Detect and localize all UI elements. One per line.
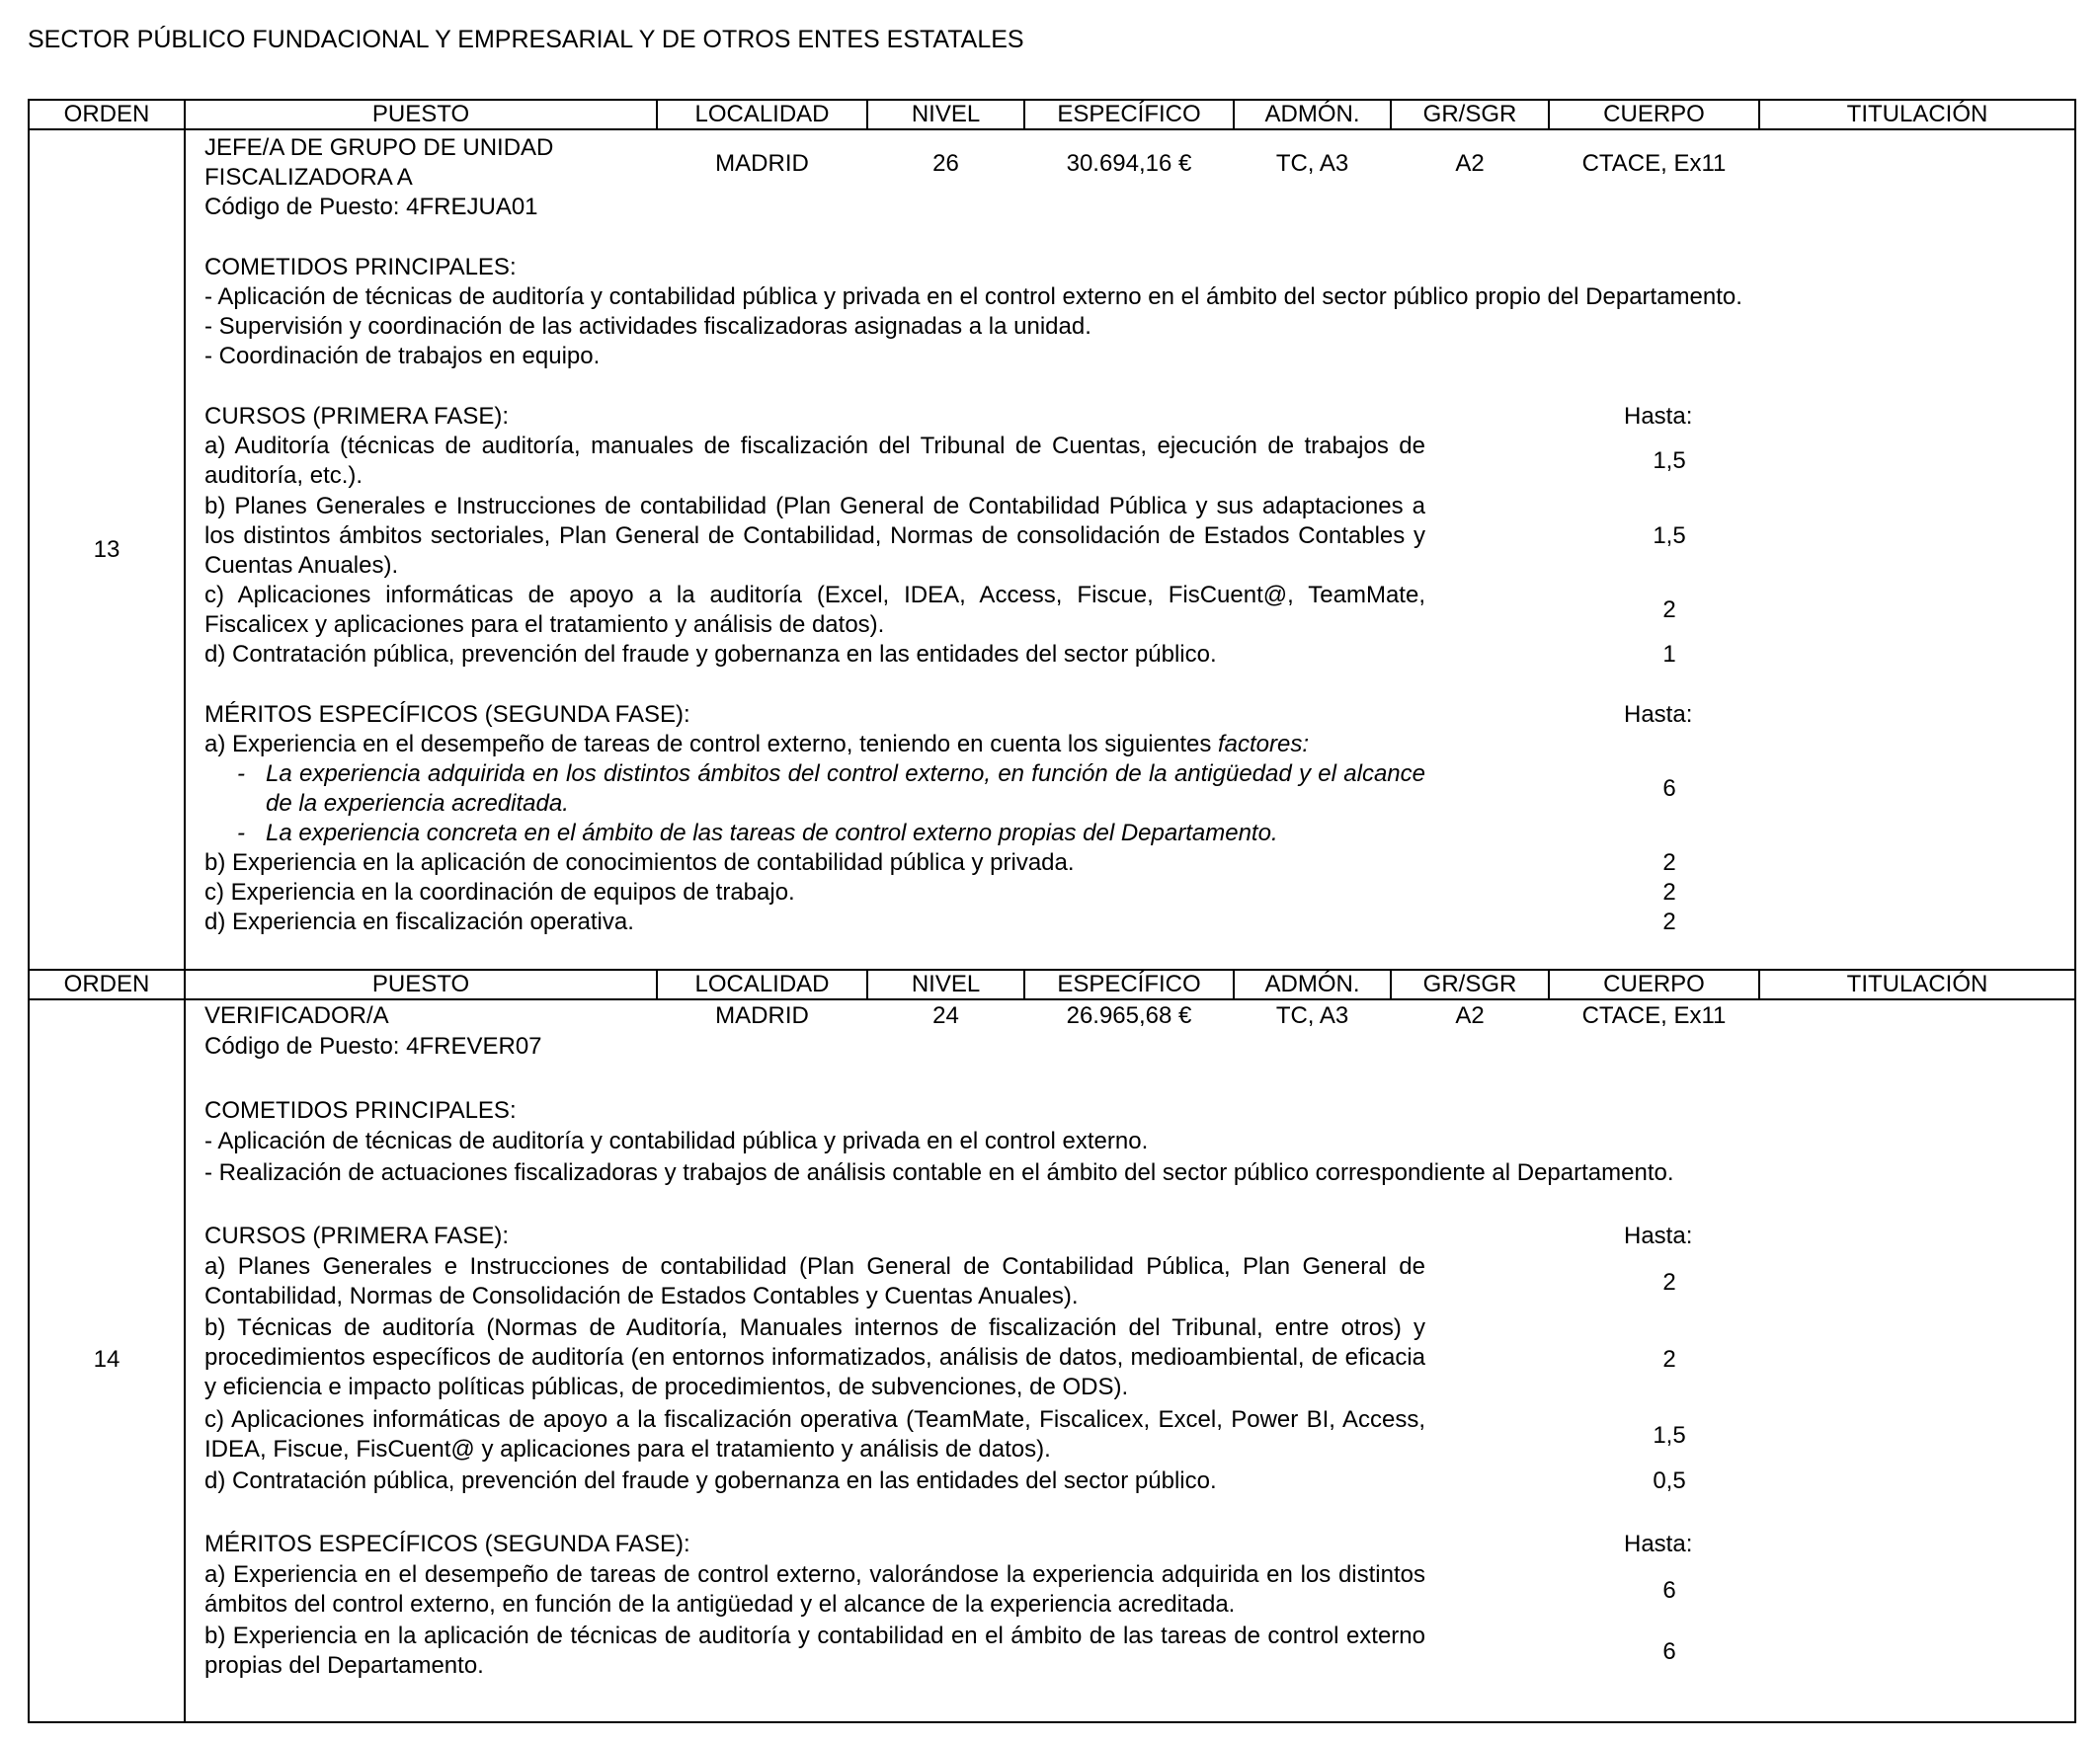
merito-13-d-value: 2 [1662,909,1676,935]
especifico-13: 30.694,16 € [1066,150,1192,177]
curso-13-c-value: 2 [1662,596,1676,623]
header-titulacion-2: TITULACIÓN [1846,971,1988,997]
orden-value-14: 14 [93,1346,121,1373]
merito-13-a-intro-text: a) Experiencia en el desempeño de tareas de control externo, teniendo en cuenta los siguientes [204,731,1218,757]
curso-14-c-value: 1,5 [1653,1422,1686,1449]
merito-13-a-bullet1: La experiencia adquirida en los distintos ámbitos del control externo, en función de la antigüedad y el alcance de la experiencia acreditada. [266,760,1425,817]
merito-14-a: a) Experiencia en el desempeño de tareas de control externo, valorándose la experiencia adquirida en los distintos ámbitos del control externo, en función de la antigüedad y el alcance de la experiencia acreditada. [204,1561,1425,1618]
meritos-hasta-14: Hasta: [1624,1531,1693,1557]
cursos-title-13: CURSOS (PRIMERA FASE): [204,403,510,430]
header-grupo: GR/SGR [1422,101,1517,127]
document-title: SECTOR PÚBLICO FUNDACIONAL Y EMPRESARIAL Y DE OTROS ENTES ESTATALES [28,26,1024,53]
cuerpo-13: CTACE, Ex11 [1581,150,1727,177]
header-puesto: PUESTO [371,101,470,127]
header-especifico-2: ESPECÍFICO [1057,971,1201,997]
header-titulacion: TITULACIÓN [1846,101,1988,127]
cursos-hasta-14: Hasta: [1624,1223,1693,1249]
header-orden: ORDEN [63,101,150,127]
grupo-13: A2 [1455,150,1485,177]
curso-13-b: b) Planes Generales e Instrucciones de contabilidad (Plan General de Contabilidad Pública y sus adaptaciones a los distintos ámbitos sectoriales, Plan General de Contabilidad, Normas de consolidación de Estados Contables y Cuentas Anuales). [204,493,1425,579]
cuerpo-14: CTACE, Ex11 [1581,1002,1727,1029]
especifico-14: 26.965,68 € [1066,1002,1192,1029]
orden-divider-13 [184,99,186,971]
puesto-13-line1: JEFE/A DE GRUPO DE UNIDAD [204,134,554,161]
localidad-13: MADRID [715,150,809,177]
cometido-14-1: - Aplicación de técnicas de auditoría y contabilidad pública y privada en el control externo. [204,1128,1149,1154]
merito-13-a-intro [204,730,1309,759]
puesto-14-line1: VERIFICADOR/A [204,1002,389,1029]
merito-13-a-intro-factores: factores: [1218,731,1310,757]
orden-divider-14 [184,969,186,1723]
nivel-14: 24 [932,1002,959,1029]
header-grupo-2: GR/SGR [1422,971,1517,997]
localidad-14: MADRID [715,1002,809,1029]
curso-13-d: d) Contratación pública, prevención del fraude y gobernanza en las entidades del sector público. [204,641,1217,668]
merito-13-b-value: 2 [1662,849,1676,876]
header-orden-2: ORDEN [63,971,150,997]
cometido-13-2: - Supervisión y coordinación de las actividades fiscalizadoras asignadas a la unidad. [204,313,1091,340]
curso-14-a: a) Planes Generales e Instrucciones de contabilidad (Plan General de Contabilidad Pública, Plan General de Contabilidad, Normas de Consolidación de Estados Contables y Cuentas Anuales). [204,1253,1425,1309]
header-admon-2: ADMÓN. [1264,971,1360,997]
curso-14-c: c) Aplicaciones informáticas de apoyo a la fiscalización operativa (TeamMate, Fiscalicex, Excel, Power BI, Access, IDEA, Fiscue, FisCuent@ y aplicaciones para el tratamiento y análisis de datos). [204,1406,1425,1463]
orden-value-13: 13 [93,536,121,563]
curso-13-b-value: 1,5 [1653,522,1686,549]
merito-14-b-value: 6 [1662,1638,1676,1665]
header-cuerpo-2: CUERPO [1603,971,1705,997]
cometidos-title-14: COMETIDOS PRINCIPALES: [204,1097,517,1124]
admon-13: TC, A3 [1275,150,1349,177]
header-puesto-2: PUESTO [371,971,470,997]
merito-13-b: b) Experiencia en la aplicación de conocimientos de contabilidad pública y privada. [204,849,1075,876]
cursos-title-14: CURSOS (PRIMERA FASE): [204,1223,510,1249]
grupo-14: A2 [1455,1002,1485,1029]
nivel-13: 26 [932,150,959,177]
curso-14-b-value: 2 [1662,1346,1676,1373]
merito-13-d: d) Experiencia en fiscalización operativa. [204,909,634,935]
meritos-hasta-13: Hasta: [1624,701,1693,728]
header-nivel: NIVEL [911,101,981,127]
merito-13-c-value: 2 [1662,879,1676,906]
curso-14-d-value: 0,5 [1653,1467,1686,1494]
header-localidad: LOCALIDAD [694,101,830,127]
puesto-13-line2: FISCALIZADORA A [204,164,413,191]
header-admon: ADMÓN. [1264,101,1360,127]
header-cuerpo: CUERPO [1603,101,1705,127]
merito-13-a-value: 6 [1662,775,1676,802]
merito-13-a-bullet2: La experiencia concreta en el ámbito de las tareas de control externo propias del Departamento. [266,820,1278,846]
cometido-14-2: - Realización de actuaciones fiscalizadoras y trabajos de análisis contable en el ámbito del sector público correspondiente al Departamento. [204,1159,1674,1186]
cometido-13-3: - Coordinación de trabajos en equipo. [204,343,601,369]
cometido-13-1: - Aplicación de técnicas de auditoría y contabilidad pública y privada en el control externo en el ámbito del sector público propio del Departamento. [204,283,1742,310]
cursos-hasta-13: Hasta: [1624,403,1693,430]
meritos-title-14: MÉRITOS ESPECÍFICOS (SEGUNDA FASE): [204,1531,690,1557]
merito-14-a-value: 6 [1662,1577,1676,1604]
header-especifico: ESPECÍFICO [1057,101,1201,127]
merito-13-a-bullet1-dash: - [237,760,245,787]
merito-13-a-bullet2-dash: - [237,820,245,846]
codigo-14: Código de Puesto: 4FREVER07 [204,1033,542,1060]
curso-14-b: b) Técnicas de auditoría (Normas de Auditoría, Manuales internos de fiscalización del Tribunal, entre otros) y procedimientos específicos de auditoría (en entornos informatizados, análisis de datos, medioambiental, de eficacia y eficiencia e impacto políticas públicas, de procedimientos, de subvenciones, de ODS). [204,1314,1425,1400]
merito-13-c: c) Experiencia en la coordinación de equipos de trabajo. [204,879,795,906]
curso-13-c: c) Aplicaciones informáticas de apoyo a la auditoría (Excel, IDEA, Access, Fiscue, FisCuent@, TeamMate, Fiscalicex y aplicaciones para el tratamiento y análisis de datos). [204,582,1425,638]
curso-13-d-value: 1 [1662,641,1676,668]
header-localidad-2: LOCALIDAD [694,971,830,997]
meritos-title-13: MÉRITOS ESPECÍFICOS (SEGUNDA FASE): [204,701,690,728]
admon-14: TC, A3 [1275,1002,1349,1029]
curso-14-d: d) Contratación pública, prevención del fraude y gobernanza en las entidades del sector público. [204,1467,1217,1494]
cometidos-title-13: COMETIDOS PRINCIPALES: [204,254,517,280]
curso-14-a-value: 2 [1662,1269,1676,1296]
codigo-13: Código de Puesto: 4FREJUA01 [204,194,538,220]
curso-13-a: a) Auditoría (técnicas de auditoría, manuales de fiscalización del Tribunal de Cuentas, ejecución de trabajos de auditoría, etc.). [204,433,1425,489]
curso-13-a-value: 1,5 [1653,447,1686,474]
merito-14-b: b) Experiencia en la aplicación de técnicas de auditoría y contabilidad en el ámbito de las tareas de control externo propias del Departamento. [204,1623,1425,1679]
header-nivel-2: NIVEL [911,971,981,997]
